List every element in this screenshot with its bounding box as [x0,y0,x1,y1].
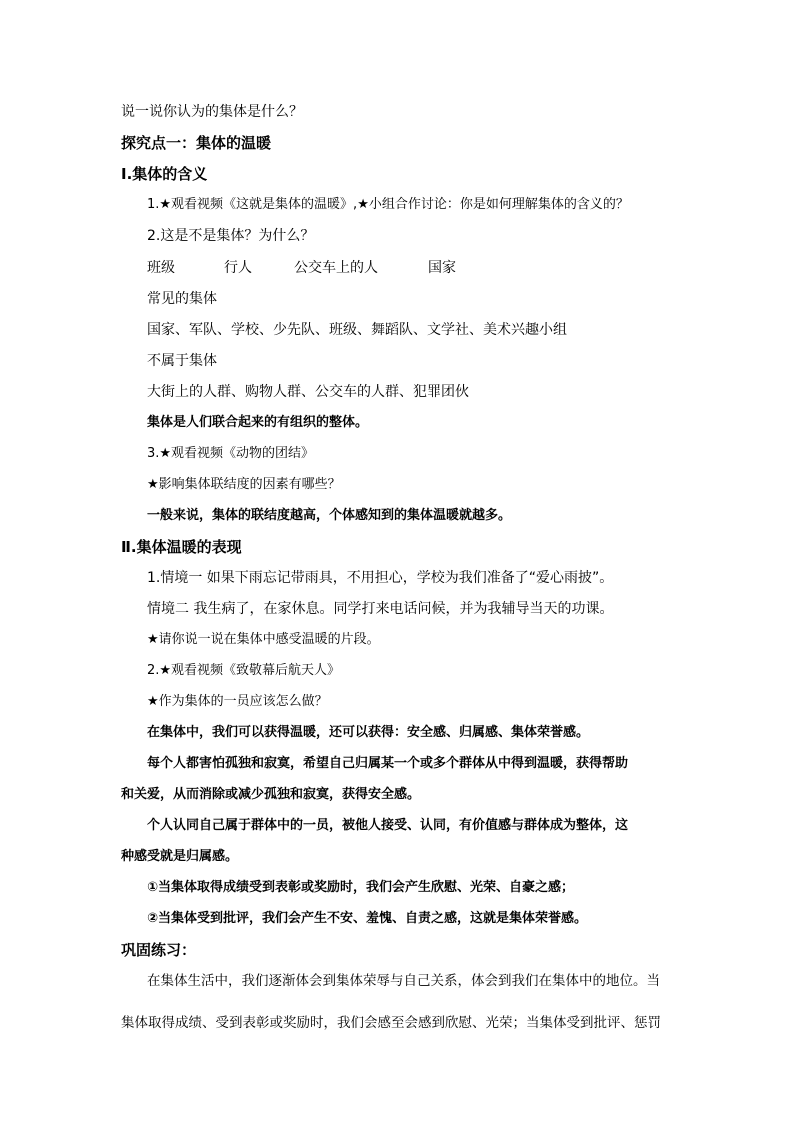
definition-text: 集体是人们联合起来的有组织的整体。 [147,415,369,430]
scenario-two: 情境二 我生病了，在家休息。同学打来电话问候，并为我辅导当天的功课。 [147,601,614,617]
common-collective-label: 常见的集体 [147,291,217,307]
option-pedestrian: 行人 [224,260,252,276]
practice-heading: 巩固练习： [121,941,197,959]
question-member: ★作为集体的一员应该怎么做？ [147,694,328,709]
paragraph-video-3: 3.★观看视频《动物的团结》 [147,446,315,461]
paragraph-video-1: 1.★观看视频《这就是集体的温暖》,★小组合作讨论：你是如何理解集体的含义的？ [147,197,629,212]
option-class: 班级 [147,260,175,276]
scenario-one: 1.情境一 如果下雨忘记带雨具，不用担心，学校为我们准备了“爱心雨披”。 [147,570,614,586]
paragraph-video-4: 2.★观看视频《致敬幕后航天人》 [147,663,341,678]
section-title: 探究点一：集体的温暖 [121,134,272,152]
option-country: 国家 [428,260,456,276]
intro-question: 说一说你认为的集体是什么？ [121,104,303,120]
part1-heading: Ⅰ.集体的含义 [121,165,208,183]
practice-line-2: 集体取得成绩、受到表彰或奖励时，我们会感至会感到欣慰、光荣；当集体受到批评、惩罚 [121,1015,661,1031]
practice-line-1: 在集体生活中，我们逐渐体会到集体荣辱与自己关系，体会到我们在集体中的地位。当 [147,973,660,989]
not-collective-label: 不属于集体 [147,353,217,369]
belonging-line-1: 个人认同自己属于群体中的一员，被他人接受、认同，有价值感与群体成为整体，这 [147,818,629,833]
answer-cohesion: 一般来说，集体的联结度越高，个体感知到的集体温暖就越多。 [147,508,512,523]
part2-heading: Ⅱ.集体温暖的表现 [121,538,242,556]
answer-feelings: 在集体中，我们可以获得温暖，还可以获得：安全感、归属感、集体荣誉感。 [147,725,590,740]
not-collective-list: 大街上的人群、购物人群、公交车的人群、犯罪团伙 [147,384,469,400]
question-factors: ★影响集体联结度的因素有哪些？ [147,477,341,492]
belonging-line-2: 种感受就是归属感。 [121,849,239,864]
honor-point-1: ①当集体取得成绩受到表彰或奖励时，我们会产生欣慰、光荣、自豪之感； [147,880,575,895]
prompt-share: ★请你说一说在集体中感受温暖的片段。 [147,632,380,647]
security-line-1: 每个人都害怕孤独和寂寞，希望自己归属某一个或多个群体从中得到温暖，获得帮助 [147,756,629,771]
honor-point-2: ②当集体受到批评，我们会产生不安、羞愧、自责之感，这就是集体荣誉感。 [147,911,588,926]
option-bus-people: 公交车上的人 [294,260,378,276]
paragraph-question-2: 2.这是不是集体？为什么？ [147,228,315,244]
common-collective-list: 国家、军队、学校、少先队、班级、舞蹈队、文学社、美术兴趣小组 [147,322,567,338]
security-line-2: 和关爱，从而消除或减少孤独和寂寞，获得安全感。 [121,787,421,802]
